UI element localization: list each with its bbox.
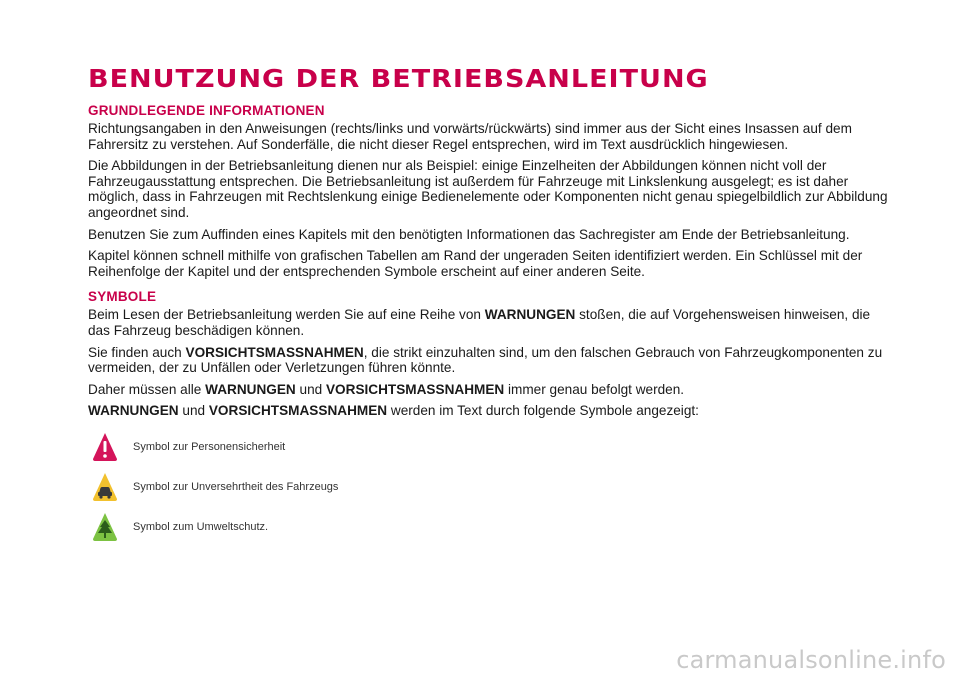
watermark: carmanualsonline.info xyxy=(676,646,946,674)
section-heading-symbols: SYMBOLE xyxy=(88,289,157,305)
section-heading-basic-info: GRUNDLEGENDE INFORMATIONEN xyxy=(88,103,325,118)
paragraph-symbols-intro: WARNUNGEN und VORSICHTSMASSNAHMEN werden im Text durch folgende Symbole angezeigt: xyxy=(88,403,699,419)
paragraph-warnings: Beim Lesen der Betriebsanleitung werden Sie auf eine Reihe von WARNUNGEN stoßen, die auf Vorgehensweisen hinweisen, die das Fahrzeug beschädigen können. xyxy=(88,307,871,338)
paragraph-follow: Daher müssen alle WARNUNGEN und VORSICHTSMASSNAHMEN immer genau befolgt werden. xyxy=(88,381,685,397)
person-safety-warning-icon xyxy=(91,431,119,463)
symbol-row-environment xyxy=(88,507,888,547)
paragraph-directions: Richtungsangaben in den Anweisungen (rechts/links und vorwärts/rückwärts) sind immer aus der Sicht eines Insassen auf dem Fahrersitz zu verstehen. Auf Sonderfälle, die nicht dieser Regel entsprechen, wird im Text ausdrücklich hingewiesen. xyxy=(88,121,852,152)
page-title: BENUTZUNG DER BETRIEBSANLEITUNG xyxy=(88,64,709,94)
paragraph-chapters: Kapitel können schnell mithilfe von grafischen Tabellen am Rand der ungeraden Seiten identifiziert werden. Ein Schlüssel mit der Reihenfolge der Kapitel und der entsprechenden Symbole erscheint auf einer anderen Seite. xyxy=(88,248,863,279)
symbol-label-environment: Symbol zum Umweltschutz. xyxy=(133,520,269,533)
symbol-label-vehicle: Symbol zur Unversehrtheit des Fahrzeugs xyxy=(133,480,339,493)
paragraph-index: Benutzen Sie zum Auffinden eines Kapitels mit den benötigten Informationen das Sachregister am Ende der Betriebsanleitung. xyxy=(88,226,850,242)
environment-tree-icon xyxy=(91,511,119,543)
manual-page xyxy=(88,64,888,547)
symbol-label-person: Symbol zur Personensicherheit xyxy=(133,440,286,453)
symbol-row-vehicle xyxy=(88,467,888,507)
symbol-legend xyxy=(88,427,888,547)
paragraph-illustrations: Die Abbildungen in der Betriebsanleitung dienen nur als Beispiel: einige Einzelheiten der Abbildungen können nicht voll der Fahrzeugausstattung entsprechen. Die Betriebsanleitung ist außerdem für Fahrzeuge mit Linkslenkung ausgelegt; es ist daher möglich, dass in Fahrzeugen mit Rechtslenkung einige Bedienelemente oder Komponenten nicht genau spiegelbildlich zur Abbildung angeordnet sind. xyxy=(88,158,888,220)
symbol-row-person xyxy=(88,427,888,467)
paragraph-precautions: Sie finden auch VORSICHTSMASSNAHMEN, die strikt einzuhalten sind, um den falschen Gebrauch von Fahrzeugkomponenten zu vermeiden, der zu Unfällen oder Verletzungen führen könnte. xyxy=(88,344,883,376)
vehicle-integrity-icon xyxy=(91,471,119,503)
